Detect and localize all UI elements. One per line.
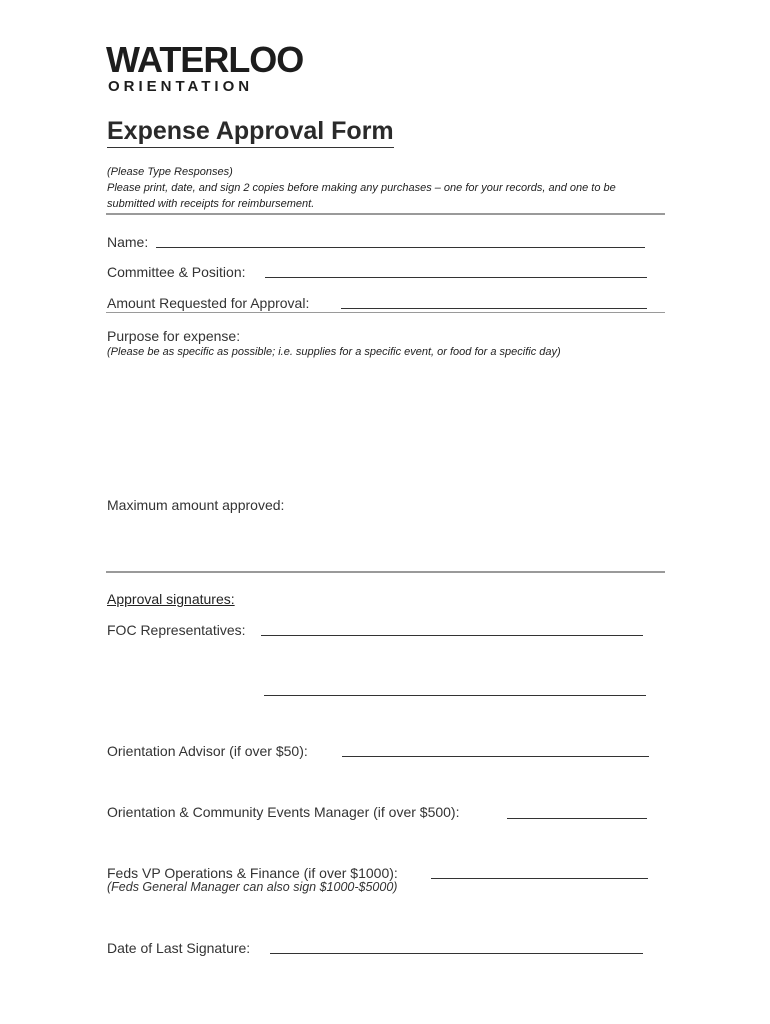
- feds-gm-note: (Feds General Manager can also sign $1000-$5000): [107, 880, 398, 894]
- feds-vp-signature-line[interactable]: [431, 878, 648, 879]
- events-manager-label: Orientation & Community Events Manager (if over $500):: [107, 804, 460, 820]
- instruction-submit-receipts: submitted with receipts for reimbursement.: [107, 198, 315, 210]
- committee-position-field[interactable]: [265, 277, 647, 278]
- purpose-label: Purpose for expense:: [107, 328, 241, 344]
- advisor-label: Orientation Advisor (if over $50):: [107, 743, 308, 759]
- purpose-text-area[interactable]: [106, 362, 665, 487]
- foc-signature-line-2[interactable]: [264, 695, 646, 696]
- logo-subtitle: ORIENTATION: [108, 78, 254, 95]
- committee-position-label: Committee & Position:: [107, 264, 246, 280]
- amount-requested-label: Amount Requested for Approval:: [107, 295, 310, 311]
- page-title: Expense Approval Form: [107, 115, 394, 148]
- approval-heading: Approval signatures:: [107, 591, 235, 607]
- date-label: Date of Last Signature:: [107, 940, 251, 956]
- name-label: Name:: [107, 234, 149, 250]
- section-divider: [106, 571, 665, 573]
- section-divider: [106, 312, 665, 313]
- foc-signature-line-1[interactable]: [261, 635, 643, 636]
- advisor-signature-line[interactable]: [342, 756, 649, 757]
- logo-wordmark: WATERLOO: [106, 39, 304, 80]
- max-amount-label: Maximum amount approved:: [107, 497, 285, 513]
- date-signature-line[interactable]: [270, 953, 643, 954]
- foc-label: FOC Representatives:: [107, 622, 246, 638]
- feds-vp-label: Feds VP Operations & Finance (if over $1000):: [107, 865, 398, 881]
- section-divider: [106, 213, 665, 215]
- amount-requested-field[interactable]: [341, 308, 647, 309]
- name-field[interactable]: [156, 247, 645, 248]
- instruction-type-responses: (Please Type Responses): [107, 166, 233, 178]
- instruction-print-date-sign: Please print, date, and sign 2 copies before making any purchases – one for your records, and one to be: [107, 182, 616, 194]
- purpose-note: (Please be as specific as possible; i.e. supplies for a specific event, or food for a specific day): [107, 346, 561, 358]
- events-manager-signature-line[interactable]: [507, 818, 647, 819]
- max-amount-area[interactable]: [106, 516, 665, 566]
